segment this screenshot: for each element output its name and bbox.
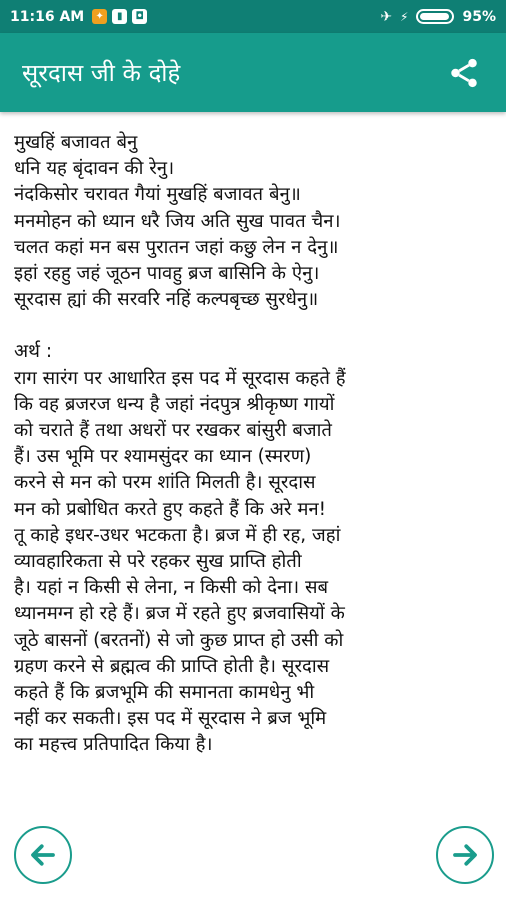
doha-line: इहां रहहु जहं जूठन पावहु ब्रज बासिनि के ऐनु।	[14, 263, 320, 285]
status-right	[380, 9, 496, 25]
share-button[interactable]	[444, 53, 484, 93]
meaning-heading: अर्थ :	[14, 341, 53, 363]
meaning-line: जूठे बासनों (बरतनों) से जो कुछ प्राप्त हो उसी को	[14, 629, 344, 651]
meaning-line: हैं। उस भूमि पर श्यामसुंदर का ध्यान (स्मरण)	[14, 446, 312, 468]
notification-app-icon: ✦	[92, 9, 107, 24]
doha-text	[14, 130, 494, 313]
meaning-line: को चराते हैं तथा अधरों पर रखकर बांसुरी बजाते	[14, 420, 332, 442]
doha-line: चलत कहां मन बस पुरातन जहां कछु लेन न देनु॥	[14, 236, 339, 258]
doha-line: मनमोहन को ध्यान धरै जिय अति सुख पावत चैन।	[14, 210, 341, 232]
doha-line: नंदकिसोर चरावत गैयां मुखहिं बजावत बेनु॥	[14, 184, 301, 206]
status-time: 11:16 AM	[10, 8, 85, 25]
doha-line: मुखहिं बजावत बेनु	[14, 132, 138, 153]
status-bar	[0, 0, 506, 33]
arrow-right-icon	[450, 840, 480, 870]
meaning-line: ग्रहण करने से ब्रह्मत्व की प्राप्ति होती है। सूरदास	[14, 655, 330, 677]
previous-button[interactable]	[14, 826, 72, 884]
charging-icon: ⚡	[400, 9, 409, 24]
meaning-line: ध्यानमग्न हो रहे हैं। ब्रज में रहते हुए ब्रजवासियों के	[14, 603, 345, 625]
meaning-line: मन को प्रबोधित करते हुए कहते हैं कि अरे मन!	[14, 498, 327, 520]
meaning-line: का महत्त्व प्रतिपादित किया है।	[14, 734, 213, 756]
doha-content	[14, 130, 494, 759]
battery-icon	[416, 9, 454, 24]
meaning-line: नहीं कर सकती। इस पद में सूरदास ने ब्रज भूमि	[14, 708, 327, 730]
meaning-line: राग सारंग पर आधारित इस पद में सूरदास कहते हैं	[14, 367, 346, 389]
arrow-left-icon	[28, 840, 58, 870]
app-bar	[0, 33, 506, 112]
meaning-line: है। यहां न किसी से लेना, न किसी को देना। सब	[14, 577, 329, 599]
meaning-line: व्यावहारिकता से परे रहकर सुख प्राप्ति होती	[14, 551, 302, 573]
doha-line: धनि यह बृंदावन की रेनु।	[14, 158, 175, 180]
meaning-line: कि वह ब्रजरज धन्य है जहां नंदपुत्र श्रीकृष्ण गायों	[14, 393, 335, 415]
meaning-text	[14, 366, 494, 759]
app-title: सूरदास जी के दोहे	[22, 59, 181, 87]
meaning-line: कहते हैं कि ब्रजभूमि की समानता कामधेनु भी	[14, 682, 315, 704]
share-icon	[447, 56, 481, 90]
next-button[interactable]	[436, 826, 494, 884]
meaning-line: तू काहे इधर-उधर भटकता है। ब्रज में ही रह, जहां	[14, 524, 341, 546]
doha-line: सूरदास ह्यां की सरवरि नहिं कल्पबृच्छ सुरधेनु॥	[14, 289, 319, 311]
airplane-mode-icon: ✈	[380, 8, 393, 25]
notification-message-icon: ◘	[132, 9, 147, 24]
battery-percent: 95%	[462, 8, 496, 25]
notification-file-icon: ▮	[112, 9, 127, 24]
meaning-line: करने से मन को परम शांति मिलती है। सूरदास	[14, 472, 316, 494]
